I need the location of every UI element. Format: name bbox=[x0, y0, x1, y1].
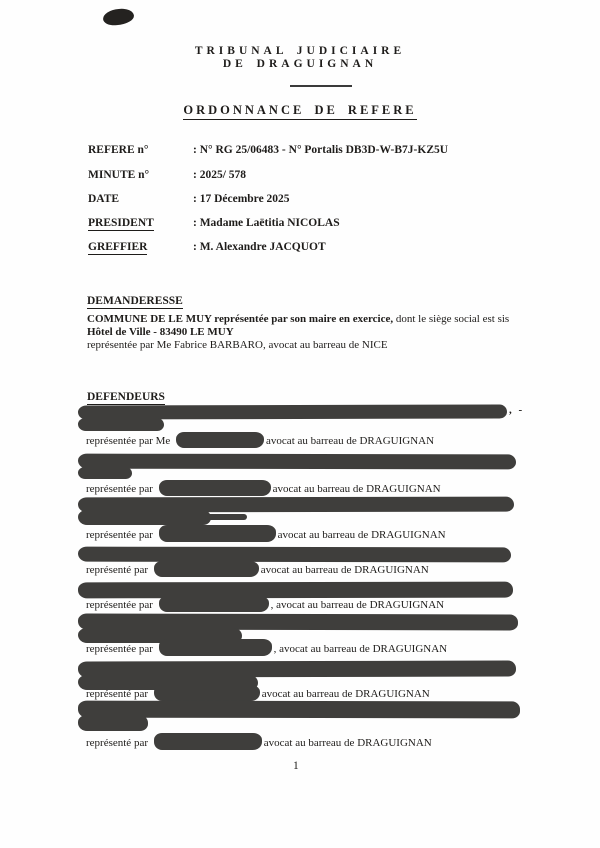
defendant-counsel-line bbox=[86, 596, 444, 613]
redaction-inline bbox=[159, 596, 269, 612]
demanderesse-section bbox=[87, 291, 183, 309]
redaction-inline bbox=[154, 561, 259, 577]
header-divider bbox=[290, 85, 352, 87]
reference-row bbox=[0, 169, 600, 185]
counsel-suffix: , avocat au barreau de DRAGUIGNAN bbox=[273, 643, 448, 655]
counsel-prefix: représentée par bbox=[86, 483, 156, 495]
document-title-text: ORDONNANCE DE REFERE bbox=[183, 103, 416, 120]
counsel-suffix: avocat au barreau de DRAGUIGNAN bbox=[263, 737, 432, 749]
counsel-suffix: avocat au barreau de DRAGUIGNAN bbox=[266, 435, 435, 447]
court-name-line2: DE DRAGUIGNAN bbox=[222, 58, 378, 70]
counsel-suffix: , avocat au barreau de DRAGUIGNAN bbox=[270, 599, 445, 611]
document-title bbox=[0, 103, 600, 118]
redaction-inline bbox=[159, 525, 276, 542]
defendant-counsel-line bbox=[86, 525, 446, 542]
reference-row bbox=[0, 193, 600, 209]
reference-row bbox=[0, 241, 600, 257]
reference-row bbox=[0, 144, 600, 160]
minute-label: MINUTE n° bbox=[88, 169, 150, 181]
redaction-inline bbox=[176, 432, 264, 448]
minute-value: : 2025/ 578 bbox=[193, 169, 247, 181]
page-number: 1 bbox=[293, 760, 299, 772]
redaction-inline bbox=[159, 639, 272, 656]
redaction-bar bbox=[78, 510, 211, 525]
redaction-bar bbox=[78, 547, 511, 563]
counsel-prefix: représenté par bbox=[86, 688, 151, 700]
ink-smudge bbox=[102, 8, 134, 26]
redaction-inline bbox=[154, 685, 260, 701]
counsel-suffix: avocat au barreau de DRAGUIGNAN bbox=[272, 483, 441, 495]
counsel-suffix: avocat au barreau de DRAGUIGNAN bbox=[260, 564, 429, 576]
defendant-counsel-line bbox=[86, 733, 432, 750]
party-counsel: représentée par Me Fabrice BARBARO, avocat au barreau de NICE bbox=[87, 339, 388, 351]
court-name-line1: TRIBUNAL JUDICIAIRE bbox=[194, 45, 406, 57]
defendeurs-section bbox=[87, 387, 165, 405]
redaction-bar bbox=[205, 514, 247, 520]
defendeurs-heading: DEFENDEURS bbox=[87, 391, 165, 403]
demanderesse-party-line bbox=[87, 313, 509, 326]
counsel-prefix: représenté par bbox=[86, 737, 151, 749]
counsel-suffix: avocat au barreau de DRAGUIGNAN bbox=[277, 529, 446, 541]
refere-value: : N° RG 25/06483 - N° Portalis DB3D-W-B7J-KZ5U bbox=[193, 144, 449, 156]
greffier-label: GREFFIER bbox=[88, 241, 148, 253]
greffier-value: : M. Alexandre JACQUOT bbox=[193, 241, 326, 253]
counsel-suffix: avocat au barreau de DRAGUIGNAN bbox=[261, 688, 430, 700]
defendant-counsel-line bbox=[86, 685, 430, 702]
counsel-prefix: représentée par bbox=[86, 599, 156, 611]
counsel-prefix: représentée par bbox=[86, 643, 156, 655]
reference-row bbox=[0, 217, 600, 233]
demanderesse-heading: DEMANDERESSE bbox=[87, 295, 183, 307]
refere-label: REFERE n° bbox=[88, 144, 149, 156]
party-address: Hôtel de Ville - 83490 LE MUY bbox=[87, 326, 234, 338]
redaction-inline bbox=[154, 733, 262, 750]
redaction-tail-text: , - bbox=[509, 404, 525, 416]
date-label: DATE bbox=[88, 193, 120, 205]
counsel-prefix: représentée par bbox=[86, 529, 156, 541]
defendant-counsel-line bbox=[86, 561, 429, 578]
defendant-counsel-line bbox=[86, 432, 434, 449]
defendant-counsel-line bbox=[86, 639, 447, 656]
counsel-prefix: représenté par bbox=[86, 564, 151, 576]
redaction-bar bbox=[78, 715, 148, 731]
defendant-counsel-line bbox=[86, 480, 441, 497]
president-value: : Madame Laëtitia NICOLAS bbox=[193, 217, 340, 229]
redaction-bar bbox=[78, 418, 164, 431]
party-rest: dont le siège social est sis bbox=[393, 313, 510, 325]
president-label: PRESIDENT bbox=[88, 217, 154, 229]
redaction-inline bbox=[159, 480, 271, 496]
counsel-prefix: représentée par Me bbox=[86, 435, 174, 447]
party-name: COMMUNE DE LE MUY représentée par son maire en exercice, bbox=[87, 313, 394, 325]
redaction-bar bbox=[78, 467, 132, 479]
redaction-bar bbox=[78, 454, 516, 470]
date-value: : 17 Décembre 2025 bbox=[193, 193, 290, 205]
